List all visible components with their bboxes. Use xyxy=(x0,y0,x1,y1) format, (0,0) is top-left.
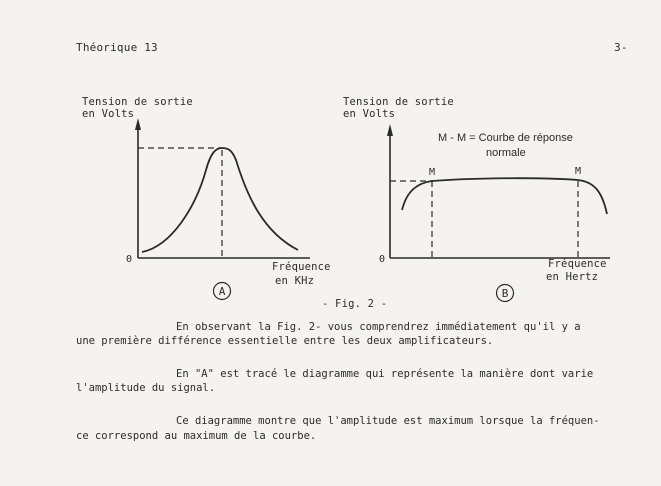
figure-caption: - Fig. 2 - xyxy=(322,298,388,310)
chart-b-xlabel-line1: Fréquence xyxy=(548,258,607,270)
chart-a-origin-label: 0 xyxy=(126,254,133,265)
chart-a-y-arrow xyxy=(135,118,141,130)
paragraph-3-line-2: ce correspond au maximum de la courbe. xyxy=(76,430,317,442)
chart-a-xlabel-line1: Fréquence xyxy=(272,261,331,273)
chart-a-xlabel-line2: en KHz xyxy=(275,275,315,287)
paragraph-2-line-1: En "A" est tracé le diagramme qui représente la manière dont varie xyxy=(176,368,594,380)
chart-a-response-curve xyxy=(142,148,298,252)
paragraph-1-line-1: En observant la Fig. 2- vous comprendrez immédiatement qu'il y a xyxy=(176,321,581,333)
chart-b-legend-line1: M - M = Courbe de réponse xyxy=(438,132,573,144)
chart-a-badge: A xyxy=(218,285,226,298)
chart-b-marker-right: M xyxy=(574,166,582,177)
chart-a-ylabel-line1: Tension de sortie xyxy=(82,96,193,108)
chart-b-origin-label: 0 xyxy=(379,254,386,265)
chart-b-ylabel-line2: en Volts xyxy=(343,108,396,120)
chart-b-ylabel-line1: Tension de sortie xyxy=(343,96,454,108)
chart-b-response-curve xyxy=(402,178,607,214)
chart-b-xlabel-line2: en Hertz xyxy=(546,271,599,283)
chart-b-y-arrow xyxy=(387,124,393,136)
paragraph-1-line-2: une première différence essentielle entre les deux amplificateurs. xyxy=(76,335,494,347)
paragraph-3-line-1: Ce diagramme montre que l'amplitude est maximum lorsque la fréquen- xyxy=(176,415,600,427)
paragraph-2-line-2: l'amplitude du signal. xyxy=(76,382,216,394)
page-header-title: Théorique 13 xyxy=(76,41,158,54)
chart-a-ylabel-line2: en Volts xyxy=(82,108,135,120)
chart-b-marker-left: M xyxy=(428,167,436,178)
page-number: 3- xyxy=(614,41,628,54)
chart-b-badge: B xyxy=(501,287,509,300)
chart-b-legend-line2: normale xyxy=(486,147,526,159)
